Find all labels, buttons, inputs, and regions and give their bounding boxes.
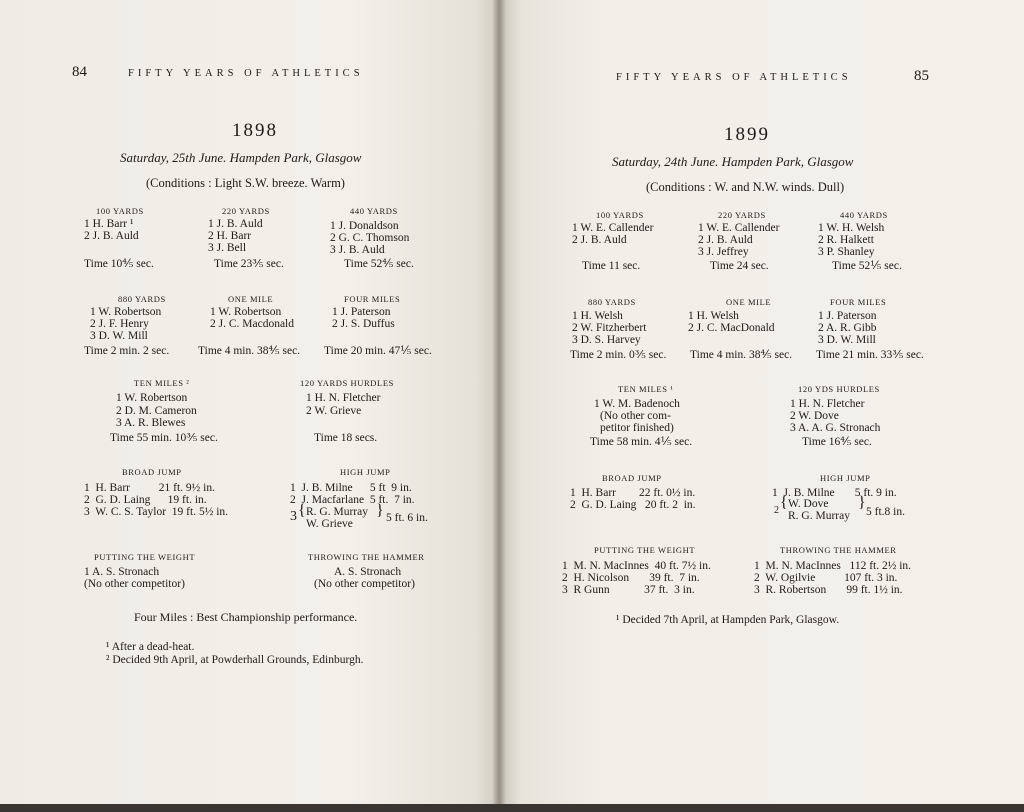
result-line: 1 H. N. Fletcher xyxy=(306,392,381,404)
event-time: Time 10⅘ sec. xyxy=(84,258,154,270)
tie-brace-open: { xyxy=(780,494,788,511)
result-line: 1 M. N. MacInnes 40 ft. 7½ in. xyxy=(562,560,711,572)
event-title: THROWING THE HAMMER xyxy=(308,552,425,562)
year-heading: 1899 xyxy=(724,124,770,145)
result-line: 3 R. Robertson 99 ft. 1½ in. xyxy=(754,584,903,596)
result-line: 2 J. F. Henry xyxy=(90,318,149,330)
result-line: 1 W. H. Welsh xyxy=(818,222,885,234)
result-line: 3 J. B. Auld xyxy=(330,244,385,256)
event-title: BROAD JUMP xyxy=(602,473,662,483)
result-line: 1 W. Robertson xyxy=(210,306,282,318)
result-line: 3 D. S. Harvey xyxy=(572,334,641,346)
result-line: 2 G. D. Laing 19 ft. in. xyxy=(84,494,207,506)
result-line: 2 J. C. Macdonald xyxy=(210,318,295,330)
event-title: 100 YARDS xyxy=(96,206,144,216)
event-time: Time 2 min. 2 sec. xyxy=(84,345,170,357)
result-line: 2 W. Fitzherbert xyxy=(572,322,647,334)
note: Four Miles : Best Championship performance. xyxy=(134,610,358,624)
event-title: 880 YARDS xyxy=(118,294,166,304)
event-time: Time 4 min. 38⅘ sec. xyxy=(198,345,301,357)
event-title: BROAD JUMP xyxy=(122,467,182,477)
event-time: Time 18 secs. xyxy=(314,432,378,444)
result-line: 2 J. C. MacDonald xyxy=(688,322,775,334)
bottom-edge xyxy=(0,804,1024,812)
result-line: petitor finished) xyxy=(600,422,674,434)
event-time: Time 20 min. 47⅕ sec. xyxy=(324,345,432,357)
event-title: 220 YARDS xyxy=(718,210,766,220)
result-line: W. Dove xyxy=(788,498,829,510)
result-line: 2 H. Barr xyxy=(208,230,252,242)
result-line: 2 W. Ogilvie 107 ft. 3 in. xyxy=(754,572,898,584)
result-line: 1 W. Robertson xyxy=(116,392,188,404)
event-time: Time 2 min. 0⅗ sec. xyxy=(570,349,667,361)
result-line: 1 H. Barr 21 ft. 9½ in. xyxy=(84,482,215,494)
event-title: 440 YARDS xyxy=(350,206,398,216)
page-number: 84 xyxy=(72,64,87,80)
event-title: PUTTING THE WEIGHT xyxy=(94,552,196,562)
event-time: Time 24 sec. xyxy=(710,260,769,272)
result-line: 3 D. W. Mill xyxy=(90,330,148,342)
result-line: 1 W. M. Badenoch xyxy=(594,398,680,410)
event-time: Time 52⅘ sec. xyxy=(344,258,414,270)
result-line: (No other competitor) xyxy=(84,578,185,590)
year-heading: 1898 xyxy=(232,120,278,141)
result-line: 3 P. Shanley xyxy=(818,246,875,258)
result-line: 1 J. Paterson xyxy=(332,306,391,318)
result-line: 3 A. A. G. Stronach xyxy=(790,422,881,434)
result-line: 2 R. Halkett xyxy=(818,234,874,246)
event-title: HIGH JUMP xyxy=(340,467,391,477)
result-line: 2 J. S. Duffus xyxy=(332,318,395,330)
result-line: 2 G. C. Thomson xyxy=(330,232,410,244)
tie-brace-close: } xyxy=(376,502,384,519)
event-title: TEN MILES ² xyxy=(134,378,190,388)
result-line: 1 J. Paterson xyxy=(818,310,877,322)
event-title: 220 YARDS xyxy=(222,206,270,216)
result-line: 3 J. Bell xyxy=(208,242,247,254)
event-title: 440 YARDS xyxy=(840,210,888,220)
tie-mark: 5 ft. 6 in. xyxy=(386,512,428,524)
tie-mark: 5 ft.8 in. xyxy=(866,506,905,518)
page-number: 85 xyxy=(914,68,929,84)
meeting-subtitle: Saturday, 24th June. Hampden Park, Glasgow xyxy=(612,154,854,169)
result-line: 1 H. Welsh xyxy=(688,310,739,322)
right-page xyxy=(500,0,1024,812)
left-page xyxy=(0,0,500,812)
event-title: TEN MILES ¹ xyxy=(618,384,674,394)
running-head: FIFTY YEARS OF ATHLETICS xyxy=(616,72,852,83)
result-line: 2 J. B. Auld xyxy=(572,234,627,246)
tie-place: 2 xyxy=(774,505,779,516)
result-line: 1 W. Robertson xyxy=(90,306,162,318)
result-line: 1 J. Donaldson xyxy=(330,220,399,232)
event-title: PUTTING THE WEIGHT xyxy=(594,545,696,555)
meeting-subtitle: Saturday, 25th June. Hampden Park, Glasgow xyxy=(120,150,362,165)
result-line: 2 J. B. Auld xyxy=(698,234,753,246)
result-line: 2 G. D. Laing 20 ft. 2 in. xyxy=(570,499,696,511)
footnote: ¹ Decided 7th April, at Hampden Park, Glasgow. xyxy=(616,614,840,626)
result-line: 3 A. R. Blewes xyxy=(116,417,186,429)
result-line: 1 M. N. MacInnes 112 ft. 2½ in. xyxy=(754,560,912,572)
event-time: Time 55 min. 10⅗ sec. xyxy=(110,432,218,444)
result-line: A. S. Stronach xyxy=(334,566,402,578)
result-line: 2 J. B. Auld xyxy=(84,230,139,242)
event-time: Time 52⅕ sec. xyxy=(832,260,902,272)
result-line: 3 J. Jeffrey xyxy=(698,246,749,258)
running-head: FIFTY YEARS OF ATHLETICS xyxy=(128,68,364,79)
event-title: 100 YARDS xyxy=(596,210,644,220)
event-title: FOUR MILES xyxy=(344,294,401,304)
result-line: (No other competitor) xyxy=(314,578,415,590)
result-line: 3 W. C. S. Taylor 19 ft. 5½ in. xyxy=(84,506,229,518)
event-title: FOUR MILES xyxy=(830,297,887,307)
event-time: Time 4 min. 38⅘ sec. xyxy=(690,349,793,361)
tie-brace-close: } xyxy=(858,494,866,511)
result-line: 2 D. M. Cameron xyxy=(116,405,197,417)
event-title: ONE MILE xyxy=(726,297,772,307)
result-line: 2 W. Dove xyxy=(790,410,839,422)
result-line: 3 R Gunn 37 ft. 3 in. xyxy=(562,584,695,596)
result-line: (No other com- xyxy=(600,410,671,422)
event-title: 120 YARDS HURDLES xyxy=(300,378,394,388)
tie-place: 3 xyxy=(290,509,297,524)
tie-brace-open: { xyxy=(298,502,306,519)
result-line: 3 D. W. Mill xyxy=(818,334,876,346)
result-line: 1 W. E. Callender xyxy=(698,222,780,234)
event-title: 120 YDS HURDLES xyxy=(798,384,880,394)
footnote: ¹ After a dead-heat. xyxy=(106,641,195,653)
result-line: 1 A. S. Stronach xyxy=(84,566,160,578)
result-line: R. G. Murray xyxy=(306,506,368,518)
result-line: R. G. Murray xyxy=(788,510,850,522)
event-title: THROWING THE HAMMER xyxy=(780,545,897,555)
result-line: 1 J. B. Milne 5 ft 9 in. xyxy=(290,482,412,494)
result-line: 1 H. N. Fletcher xyxy=(790,398,865,410)
result-line: 2 A. R. Gibb xyxy=(818,322,877,334)
result-line: 1 W. E. Callender xyxy=(572,222,654,234)
conditions: (Conditions : W. and N.W. winds. Dull) xyxy=(646,180,845,194)
result-line: 1 H. Welsh xyxy=(572,310,623,322)
footnote: ² Decided 9th April, at Powderhall Grounds, Edinburgh. xyxy=(106,654,364,666)
event-time: Time 21 min. 33⅗ sec. xyxy=(816,349,924,361)
result-line: 1 H. Barr ¹ xyxy=(84,218,134,230)
event-title: HIGH JUMP xyxy=(820,473,871,483)
event-title: ONE MILE xyxy=(228,294,274,304)
event-time: Time 16⅘ sec. xyxy=(802,436,872,448)
event-title: 880 YARDS xyxy=(588,297,636,307)
result-line: 1 H. Barr 22 ft. 0½ in. xyxy=(570,487,696,499)
result-line: 2 J. Macfarlane 5 ft. 7 in. xyxy=(290,494,415,506)
result-line: 1 J. B. Milne 5 ft. 9 in. xyxy=(772,487,897,499)
result-line: 2 H. Nicolson 39 ft. 7 in. xyxy=(562,572,700,584)
result-line: W. Grieve xyxy=(306,518,353,530)
result-line: 2 W. Grieve xyxy=(306,405,362,417)
event-time: Time 58 min. 4⅕ sec. xyxy=(590,436,693,448)
event-time: Time 23⅗ sec. xyxy=(214,258,284,270)
result-line: 1 J. B. Auld xyxy=(208,218,263,230)
event-time: Time 11 sec. xyxy=(582,260,641,272)
book-gutter xyxy=(492,0,506,812)
conditions: (Conditions : Light S.W. breeze. Warm) xyxy=(146,176,345,190)
